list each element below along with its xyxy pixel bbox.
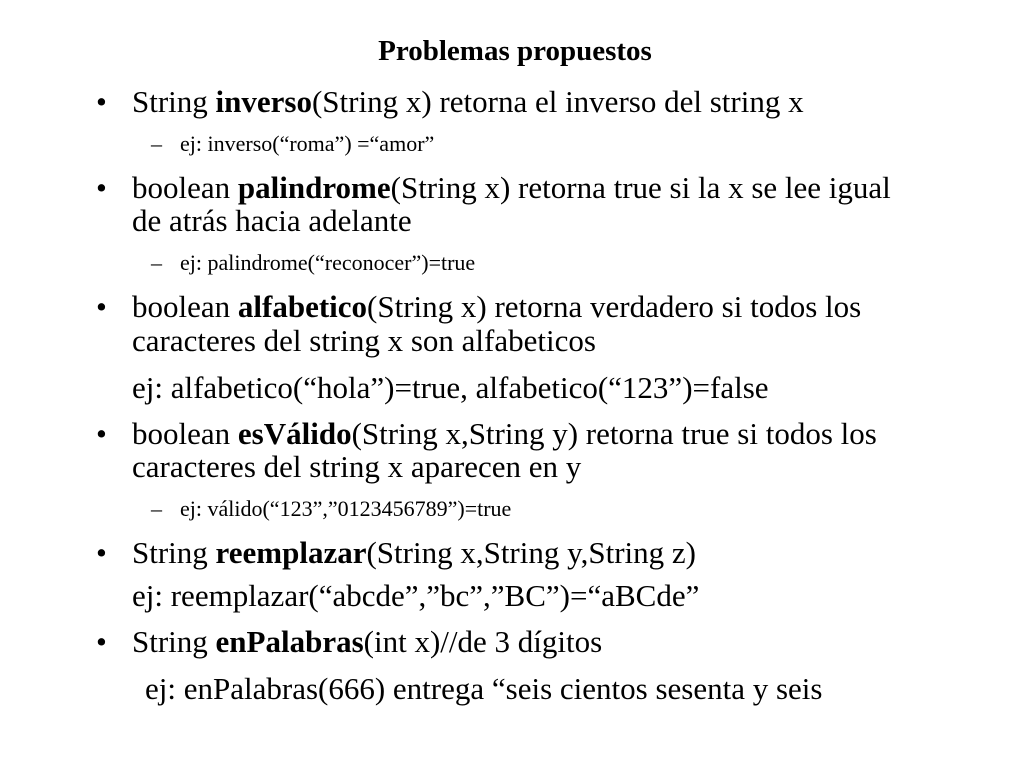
slide-title: Problemas propuestos — [378, 35, 652, 67]
bullet-type: boolean — [132, 289, 238, 324]
bullet-text-enpalabras — [132, 624, 602, 660]
bullet-type: boolean — [132, 416, 238, 451]
bullet-icon: • — [96, 84, 107, 119]
bullet-icon: • — [96, 416, 107, 451]
example-alfabetico: ej: alfabetico(“hola”)=true, alfabetico(“123”)=false — [132, 370, 769, 405]
example-inverso: ej: inverso(“roma”) =“amor” — [180, 131, 435, 156]
dash-icon: – — [151, 131, 162, 156]
function-name: palindrome — [237, 170, 391, 205]
bullet-text-esvalido — [132, 416, 877, 452]
bullet-type: String — [132, 624, 216, 659]
bullet-icon: • — [96, 624, 107, 659]
bullet-text-palindrome — [132, 170, 891, 206]
example-palindrome: ej: palindrome(“reconocer”)=true — [180, 250, 476, 275]
bullet-icon: • — [96, 170, 107, 205]
bullet-description: (String x,String y,String z) — [366, 535, 696, 570]
bullet-description: (String x) retorna verdadero si todos los — [367, 289, 862, 324]
bullet-continuation: caracteres del string x son alfabeticos — [132, 323, 596, 358]
bullet-text-inverso — [132, 84, 804, 120]
bullet-description: (String x) retorna el inverso del string x — [311, 84, 804, 119]
bullet-continuation: caracteres del string x aparecen en y — [132, 449, 582, 484]
example-reemplazar: ej: reemplazar(“abcde”,”bc”,”BC”)=“aBCde” — [132, 578, 700, 613]
bullet-type: boolean — [132, 170, 238, 205]
bullet-text-reemplazar — [132, 535, 696, 571]
bullet-type: String — [132, 84, 216, 119]
bullet-icon: • — [96, 535, 107, 570]
bullet-description: (int x)//de 3 dígitos — [363, 624, 603, 659]
dash-icon: – — [151, 250, 162, 275]
example-esvalido: ej: válido(“123”,”0123456789”)=true — [180, 496, 512, 521]
bullet-type: String — [132, 535, 216, 570]
function-name: reemplazar — [215, 535, 367, 570]
function-name: inverso — [215, 84, 312, 119]
bullet-text-alfabetico — [132, 289, 861, 325]
bullet-description: (String x,String y) retorna true si todos los — [351, 416, 877, 451]
bullet-continuation: de atrás hacia adelante — [132, 203, 412, 238]
bullet-description: (String x) retorna true si la x se lee igual — [390, 170, 891, 205]
function-name: esVálido — [237, 416, 352, 451]
dash-icon: – — [151, 496, 162, 521]
example-enpalabras: ej: enPalabras(666) entrega “seis cientos sesenta y seis — [145, 671, 823, 706]
function-name: enPalabras — [215, 624, 364, 659]
function-name: alfabetico — [237, 289, 368, 324]
bullet-icon: • — [96, 289, 107, 324]
